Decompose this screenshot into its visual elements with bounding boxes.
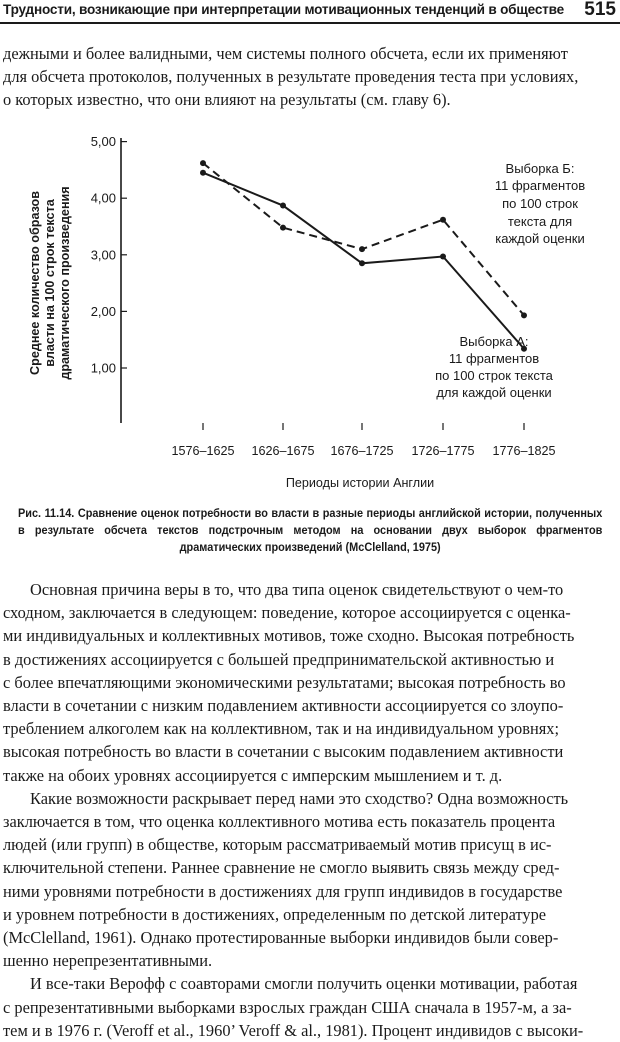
x-tick-label: 1776–1825 [492, 444, 556, 458]
text-line: людей (или групп) в обществе, которым рассматриваемый мотив присущ в ис- [3, 835, 552, 855]
text-line: Какие возможности раскрывает перед нами это сходство? Одна возможность [30, 788, 569, 808]
y-tick-label: 3,00 [90, 247, 116, 263]
text-line: Основная причина веры в то, что два типа оценок свидетельствуют о чем-то [30, 580, 564, 599]
power-motive-chart [0, 126, 620, 496]
text-line: также на обоих уровнях ассоциируется с имперским мышлением и т. д. [3, 765, 503, 785]
data-point [521, 312, 527, 318]
legend-a-line: для каждой оценки [436, 385, 552, 400]
data-point [359, 246, 365, 252]
running-header [0, 0, 620, 26]
legend-a-line: Выборка А: [459, 334, 529, 349]
x-tick-label: 1626–1675 [251, 444, 315, 458]
legend-b-line: текста для [507, 214, 573, 229]
text-line: (McClelland, 1961). Однако протестированные выборки индивидов были совер- [3, 928, 559, 948]
data-point [200, 170, 206, 176]
text-line: с репрезентативными выборками взрослых граждан США сначала в 1957-м, а за- [3, 997, 572, 1017]
legend-b-line: Выборка Б: [505, 161, 575, 176]
y-axis-label-line: Среднее количество образов [28, 191, 42, 375]
legend-b-line: по 100 строк [502, 196, 578, 211]
text-line: тем и в 1976 г. (Veroff et al., 1960’ Veroff & al., 1981). Процент индивидов с высоки- [3, 1020, 584, 1040]
text-line: дежными и более валидными, чем системы полного обсчета, если их применяют [3, 44, 568, 63]
text-line: высокая потребность во власти в сочетании с высоким подавлением активности [3, 742, 564, 762]
text-line: для обсчета протоколов, полученных в результате проведения теста при условиях, [3, 67, 579, 87]
body-text [3, 578, 615, 1042]
header-rule [0, 22, 620, 24]
figure-caption-text: Сравнение оценок потребности во власти в разные периоды английской истории, полученных в результате обсчета текстов подстрочным методом на основании двух выборок фрагментов драматических произведений (McClelland, 1975) [18, 506, 603, 554]
y-tick-label: 5,00 [90, 134, 116, 150]
running-header-title: Трудности, возникающие при интерпретации мотивационных тенденций в обществе [3, 2, 564, 17]
text-line: о которых известно, что они влияют на результаты (см. главу 6). [3, 90, 451, 110]
legend-b-line: 11 фрагментов [494, 178, 586, 193]
y-axis-label-line: драматического произведения [58, 186, 72, 380]
data-point [440, 253, 446, 259]
text-line: власти в сочетании с низким подавлением активности ассоциируется со злоупо- [3, 696, 564, 716]
x-tick-label: 1576–1625 [171, 444, 235, 458]
text-line: заключается в том, что оценка коллективного мотива есть показатель процента [3, 812, 556, 832]
x-tick-label: 1676–1725 [330, 444, 394, 458]
y-tick-label: 1,00 [90, 360, 116, 376]
data-point [200, 160, 206, 166]
legend-a-line: 11 фрагментов [448, 351, 540, 366]
y-tick-label: 4,00 [90, 190, 116, 206]
legend-b-line: каждой оценки [495, 231, 585, 246]
text-line: ключительной степени. Раннее сравнение не смогло выявить связь между сред- [3, 858, 560, 878]
data-point [280, 225, 286, 231]
intro-paragraph [3, 42, 615, 112]
x-axis-label: Периоды истории Англии [285, 476, 435, 490]
text-line: треблением алкоголем как на коллективном, так и на индивидуальном уровнях; [3, 719, 560, 739]
y-tick-label: 2,00 [90, 303, 116, 319]
data-point [359, 260, 365, 266]
text-line: ними уровнями потребности в достижениях для групп индивидов в государстве [3, 881, 563, 901]
text-line: шенно нерепрезентативными. [3, 951, 213, 971]
data-point [280, 203, 286, 209]
text-line: и уровнем потребности в достижениях, определенным по детской литературе [3, 904, 547, 924]
figure-caption [18, 505, 602, 556]
data-point [440, 217, 446, 223]
text-line: ми индивидуальных и коллективных мотивов, тоже сходно. Высокая потребность [3, 626, 575, 646]
y-axis-label [28, 186, 72, 379]
text-line: в достижениях ассоциируется с большей предпринимательской активностью и [3, 649, 555, 669]
figure-label: Рис. 11.14. [18, 506, 75, 520]
text-line: сходном, заключается в следующем: поведение, которое ассоциируется с оценка- [3, 603, 571, 623]
page-number: 515 [584, 0, 616, 20]
y-axis-label-line: власти на 100 строк текста [43, 199, 57, 367]
legend-a-line: по 100 строк текста [435, 368, 553, 383]
x-tick-label: 1726–1775 [411, 444, 475, 458]
text-line: с более впечатляющими экономическими результатами; высокая потребность во [3, 672, 566, 692]
text-line: И все-таки Верофф с соавторами смогли получить оценки мотивации, работая [30, 974, 578, 994]
